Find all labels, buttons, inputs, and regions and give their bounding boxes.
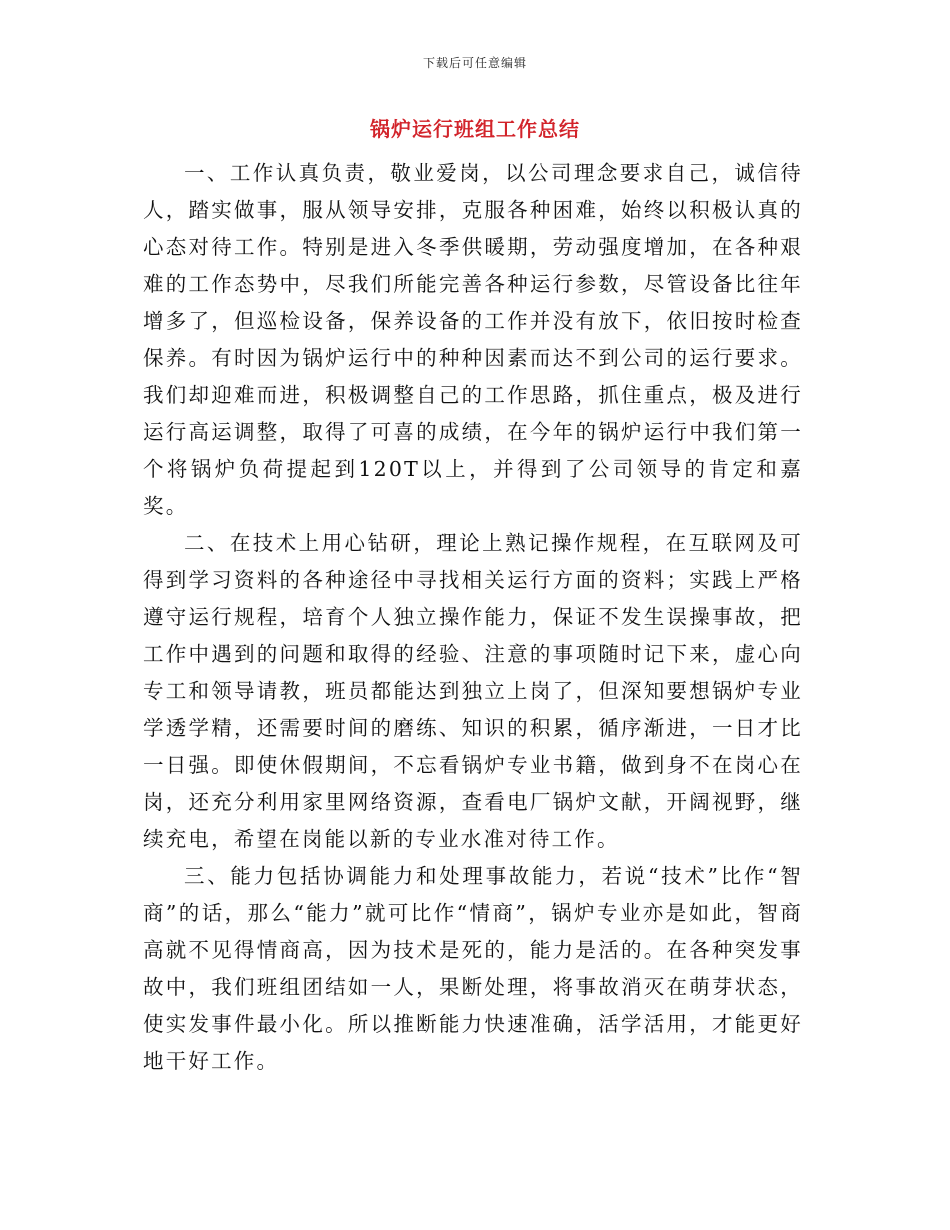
paragraph-2: 二、在技术上用心钻研，理论上熟记操作规程，在互联网及可得到学习资料的各种途径中寻找相关运行方面的资料；实践上严格遵守运行规程，培育个人独立操作能力，保证不发生误操事故，把工作中遇到的问题和取得的经验、注意的事项随时记下来，虚心向专工和领导请教，班员都能达到独立上岗了，但深知要想锅炉专业学透学精，还需要时间的磨练、知识的积累，循序渐进，一日才比一日强。即使休假期间，不忘看锅炉专业书籍，做到身不在岗心在岗，还充分利用家里网络资源，查看电厂锅炉文献，开阔视野，继续充电，希望在岗能以新的专业水准对待工作。 xyxy=(143,531,803,851)
document-body xyxy=(143,155,803,1080)
document-title: 锅炉运行班组工作总结 xyxy=(370,117,580,141)
paragraph-3: 三、能力包括协调能力和处理事故能力，若说“技术”比作“智商”的话，那么“能力”就可比作“情商”，锅炉专业亦是如此，智商高就不见得情商高，因为技术是死的，能力是活的。在各种突发事故中，我们班组团结如一人，果断处理，将事故消灭在萌芽状态，使实发事件最小化。所以推断能力快速准确，活学活用，才能更好地干好工作。 xyxy=(143,864,803,1073)
paragraph-1: 一、工作认真负责，敬业爱岗，以公司理念要求自己，诚信待人，踏实做事，服从领导安排，克服各种困难，始终以积极认真的心态对待工作。特别是进入冬季供暖期，劳动强度增加，在各种艰难的工作态势中，尽我们所能完善各种运行参数，尽管设备比往年增多了，但巡检设备，保养设备的工作并没有放下，依旧按时检查保养。有时因为锅炉运行中的种种因素而达不到公司的运行要求。我们却迎难而进，积极调整自己的工作思路，抓住重点，极及进行运行高运调整，取得了可喜的成绩，在今年的锅炉运行中我们第一个将锅炉负荷提起到120T以上，并得到了公司领导的肯定和嘉奖。 xyxy=(143,161,803,518)
page-header: 下载后可任意编辑 xyxy=(422,56,527,70)
